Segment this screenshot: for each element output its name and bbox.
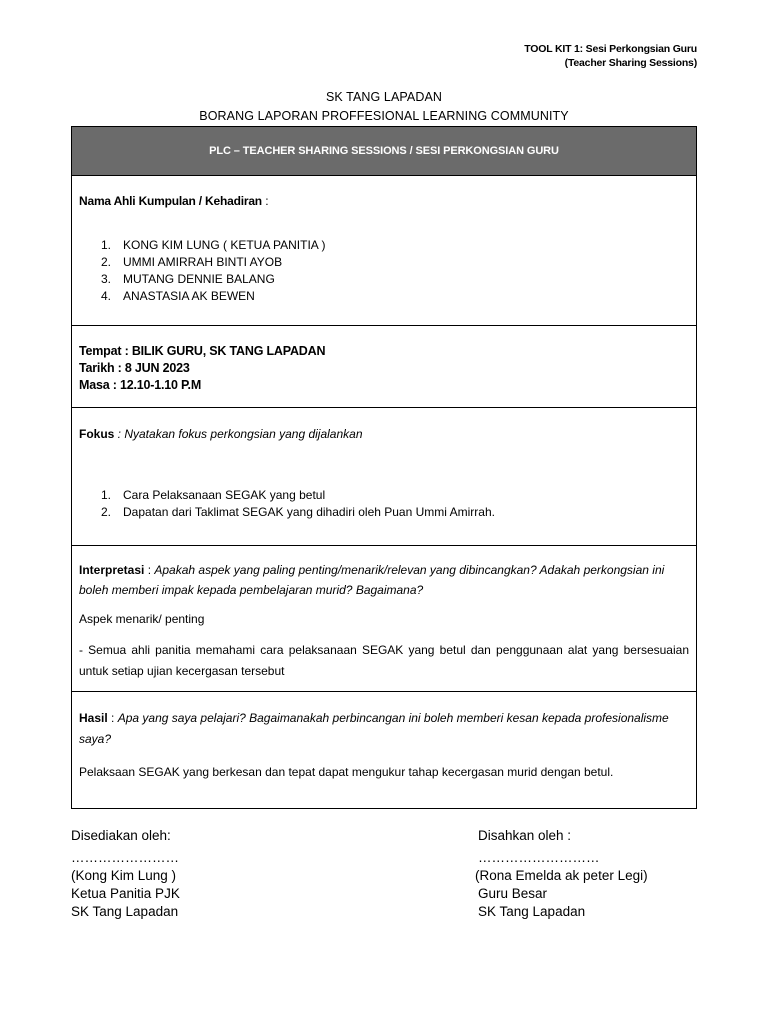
prepared-by-signature-line: …………………… [71, 850, 179, 865]
outcome-label: Hasil [79, 711, 108, 725]
outcome-prompt: Apa yang saya pelajari? Bagaimanakah perbincangan ini boleh memberi kesan kepada profesionalisme saya? [79, 711, 669, 746]
toolkit-title: TOOL KIT 1: Sesi Perkongsian Guru [524, 43, 697, 55]
members-label: Nama Ahli Kumpulan / Kehadiran [79, 194, 262, 208]
approved-by-name: (Rona Emelda ak peter Legi) [475, 868, 648, 883]
interpretation-body: - Semua ahli panitia memahami cara pelaksanaan SEGAK yang betul dan penggunaan alat yang bersesuaian untuk setiap ujian kecergasan tersebut [79, 643, 689, 678]
interpretation-label: Interpretasi [79, 563, 145, 577]
prepared-by-school: SK Tang Lapadan [71, 904, 179, 919]
members-label-suffix: : [261, 194, 269, 208]
section-members [72, 176, 696, 326]
prepared-by-role: Ketua Panitia PJK [71, 886, 180, 901]
form-title: BORANG LAPORAN PROFFESIONAL LEARNING COMMUNITY [199, 109, 569, 123]
time-line: Masa : 12.10-1.10 P.M [79, 378, 202, 392]
section-focus [72, 408, 696, 546]
list-item: 1. Cara Pelaksanaan SEGAK yang betul [100, 488, 326, 502]
form-banner: PLC – TEACHER SHARING SESSIONS / SESI PERKONGSIAN GURU [72, 127, 696, 176]
focus-list [79, 487, 689, 521]
outcome-body: Pelaksaan SEGAK yang berkesan dan tepat dapat mengukur tahap kecergasan murid dengan betul. [79, 765, 614, 779]
focus-label: Fokus [79, 427, 115, 441]
report-form-table [71, 126, 697, 809]
toolkit-label [524, 42, 697, 70]
list-item: 2. Dapatan dari Taklimat SEGAK yang dihadiri oleh Puan Ummi Amirrah. [100, 505, 495, 519]
outcome-sep: : [107, 711, 118, 725]
interpretation-prompt: Apakah aspek yang paling penting/menarik/relevan yang dibincangkan? Adakah perkongsian ini boleh memberi impak kepada pembelajaran murid? Bagaimana? [79, 563, 665, 597]
list-item: 2. UMMI AMIRRAH BINTI AYOB [100, 255, 283, 269]
prepared-by-label: Disediakan oleh: [71, 828, 171, 843]
school-name: SK TANG LAPADAN [325, 90, 443, 104]
date-line: Tarikh : 8 JUN 2023 [79, 361, 190, 375]
venue-line: Tempat : BILIK GURU, SK TANG LAPADAN [79, 344, 326, 358]
list-item: 4. ANASTASIA AK BEWEN [100, 289, 255, 303]
members-list [79, 237, 689, 305]
approved-by-school: SK Tang Lapadan [478, 904, 586, 919]
section-venue [72, 326, 696, 408]
interpretation-aspect: Aspek menarik/ penting [79, 612, 205, 626]
approved-by-role: Guru Besar [478, 886, 548, 901]
section-interpretation [72, 546, 696, 692]
interpretation-sep: : [144, 563, 155, 577]
list-item: 1. KONG KIM LUNG ( KETUA PANITIA ) [100, 238, 326, 252]
document-header [0, 88, 768, 126]
prepared-by-name: (Kong Kim Lung ) [71, 868, 177, 883]
approved-by-label: Disahkan oleh : [478, 828, 572, 843]
approved-by-block [475, 827, 648, 921]
section-outcome [72, 692, 696, 808]
approved-by-signature-line: ……………………… [478, 850, 600, 865]
prepared-by-block [71, 827, 180, 921]
toolkit-subtitle: (Teacher Sharing Sessions) [564, 57, 697, 69]
list-item: 3. MUTANG DENNIE BALANG [100, 272, 275, 286]
focus-prompt: : Nyatakan fokus perkongsian yang dijalankan [114, 427, 363, 441]
